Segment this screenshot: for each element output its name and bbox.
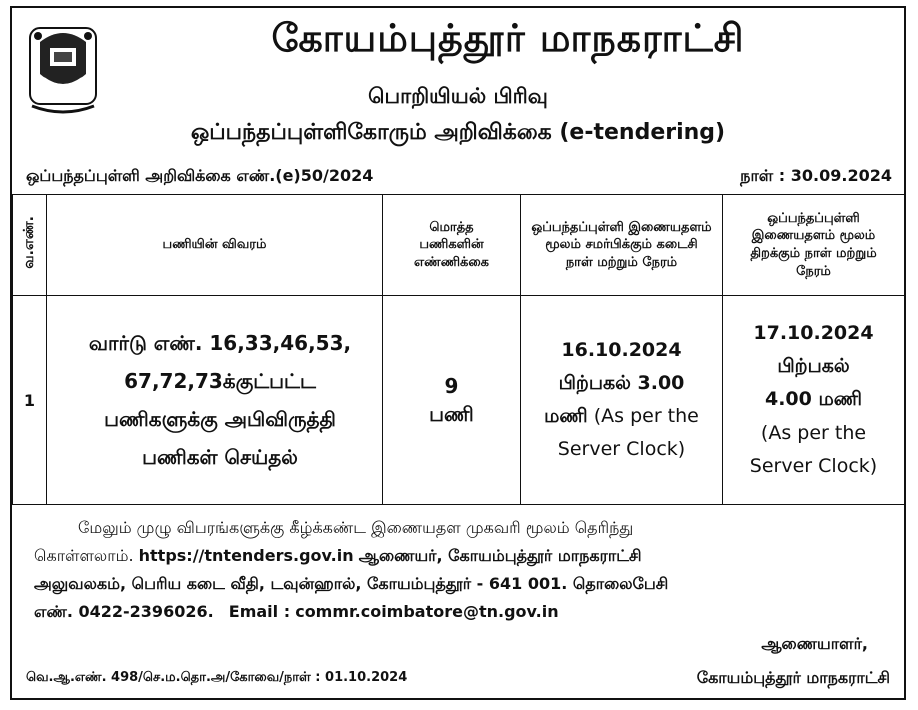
opening-date-time bbox=[723, 296, 905, 505]
column-header-submission: ஒப்பந்தப்புள்ளி இணையதளம் மூலம் சமர்பிக்கும் கடைசி நாள் மற்றும் நேரம் bbox=[521, 195, 723, 296]
tender-notice bbox=[10, 6, 906, 700]
publication-reference: வெ.ஆ.எண். 498/செ.ம.தொ.அ/கோவை/நாள் : 01.10.2024 bbox=[26, 670, 408, 685]
submission-unit: மணி bbox=[544, 405, 588, 427]
work-count-value: 9 bbox=[444, 374, 459, 398]
info-line bbox=[34, 598, 890, 626]
info-line: அலுவலகம், பெரிய கடை வீதி, டவுன்ஹால், கோயம்புத்தூர் - 641 001. தொலைபேசி bbox=[34, 574, 669, 593]
description-line: பணிகளுக்கு அபிவிருத்தி bbox=[104, 407, 336, 431]
notice-header bbox=[12, 8, 904, 192]
info-line: மேலும் முழு விபரங்களுக்கு கீழ்க்கண்ட இணையதள முகவரி மூலம் தெரிந்து bbox=[78, 518, 634, 537]
opening-time: 4.00 மணி bbox=[764, 388, 863, 411]
tender-table bbox=[12, 194, 905, 505]
column-header-count: மொத்த பணிகளின் எண்ணிக்கை bbox=[383, 195, 521, 296]
notice-type: ஒப்பந்தப்புள்ளிகோரும் அறிவிக்கை (e-tendering) bbox=[190, 120, 726, 145]
signatory-title: ஆணையாளர், bbox=[761, 634, 868, 653]
submission-time: பிற்பகல் 3.00 bbox=[558, 371, 685, 394]
column-header-sno: வ.எண். bbox=[13, 195, 47, 296]
column-header-opening: ஒப்பந்தப்புள்ளி இணையதளம் மூலம் திறக்கும் நாள் மற்றும் நேரம் bbox=[723, 195, 905, 296]
column-header-description: பணியின் விவரம் bbox=[47, 195, 383, 296]
description-line: வார்டு எண். 16,33,46,53, bbox=[88, 331, 352, 355]
submission-deadline bbox=[521, 296, 723, 505]
opening-note: (As per the Server Clock) bbox=[749, 421, 878, 477]
phone-number: எண். 0422-2396026. bbox=[34, 602, 214, 621]
opening-date: 17.10.2024 bbox=[753, 321, 874, 344]
table-row bbox=[13, 296, 905, 505]
description-line: 67,72,73க்குட்பட்ட bbox=[124, 369, 316, 393]
contact-information bbox=[34, 514, 890, 626]
notice-footer bbox=[12, 506, 904, 698]
row-sno: 1 bbox=[13, 296, 47, 505]
department-name: பொறியியல் பிரிவு bbox=[368, 84, 548, 108]
info-prefix: கொள்ளலாம். bbox=[34, 546, 134, 565]
work-count-unit: பணி bbox=[429, 402, 474, 426]
email-label: Email : bbox=[228, 602, 291, 621]
work-description bbox=[47, 296, 383, 505]
signatory-organization: கோயம்புத்தூர் மாநகராட்சி bbox=[696, 668, 890, 687]
work-count bbox=[383, 296, 521, 505]
page-title: கோயம்புத்தூர் மாநகராட்சி bbox=[271, 16, 745, 60]
info-line bbox=[34, 542, 890, 570]
website-link[interactable]: https://tntenders.gov.in bbox=[138, 546, 354, 565]
notice-date: நாள் : 30.09.2024 bbox=[740, 166, 892, 185]
notice-number: ஒப்பந்தப்புள்ளி அறிவிக்கை எண்.(e)50/2024 bbox=[26, 166, 374, 185]
submission-date: 16.10.2024 bbox=[561, 338, 682, 361]
submission-note: (As per the Server Clock) bbox=[557, 405, 699, 461]
opening-time-label: பிற்பகல் bbox=[777, 355, 850, 378]
info-suffix: ஆணையர், கோயம்புத்தூர் மாநகராட்சி bbox=[358, 546, 642, 565]
email-link[interactable]: commr.coimbatore@tn.gov.in bbox=[295, 602, 559, 621]
table-header-row bbox=[13, 195, 905, 296]
description-line: பணிகள் செய்தல் bbox=[142, 445, 298, 469]
submission-note-block bbox=[522, 400, 721, 467]
